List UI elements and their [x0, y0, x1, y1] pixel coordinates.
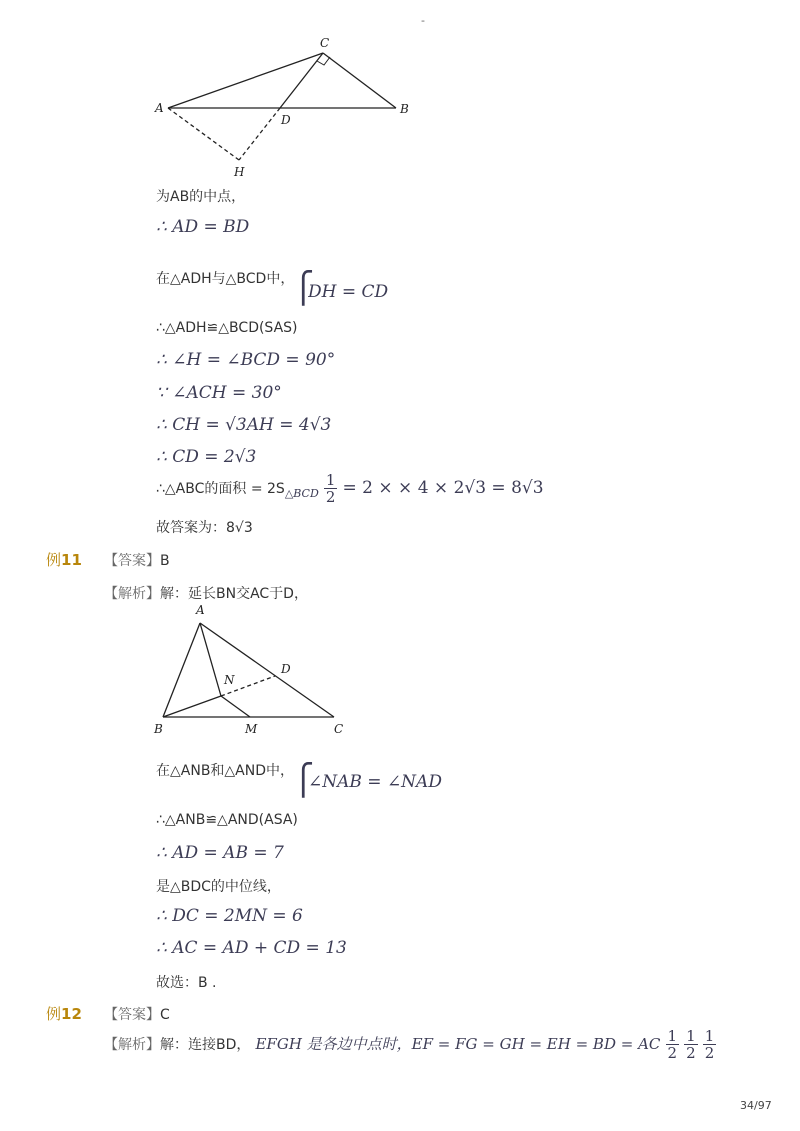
brace-left: ⎧ [292, 271, 315, 306]
line-dh-eq-cd: DH = CD [308, 282, 389, 302]
line-ac: ∴ AC = AD + CD = 13 [156, 938, 347, 958]
line-midline: 是△BDC的中位线， [156, 879, 281, 895]
line-in-triangles-2: 在△ANB和△AND中， [156, 763, 295, 779]
line-angle-ach: ∵ ∠ACH = 30° [156, 383, 282, 403]
label-A: A [155, 101, 164, 115]
label-A2: A [196, 603, 205, 617]
label-N: N [224, 673, 235, 687]
line-cd: ∴ CD = 2√3 [156, 447, 257, 467]
analysis-tag-12: 【解析】 [104, 1037, 160, 1053]
label-D2: D [281, 662, 291, 676]
triangle-figure-2 [150, 600, 350, 740]
analysis-tag-11: 【解析】解：延长BN交AC于D， [104, 586, 308, 602]
line-ad-eq-ab: ∴ AD = AB = 7 [156, 843, 284, 863]
page-number: 34/97 [740, 1099, 772, 1112]
area-result: = 2 × × 4 × 2√3 = 8√3 [342, 478, 544, 498]
line-ad-eq-bd: ∴ AD = BD [156, 217, 250, 237]
fraction-2: $\frac{1}{2}$ [686, 1027, 696, 1062]
area-text: ∴△ABC的面积 = 2S [156, 481, 285, 497]
label-B2: B [154, 722, 163, 736]
label-M: M [245, 722, 258, 736]
label-C: C [320, 36, 330, 50]
line-angle-h: ∴ ∠H = ∠BCD = 90° [156, 350, 336, 370]
analysis-12-math: EFGH 是各边中点时，EF = FG = GH = EH = BD = AC [255, 1035, 661, 1053]
line-answer-1: 故答案为：8√3 [156, 520, 253, 536]
line-midpoint: 为AB的中点， [156, 189, 246, 205]
line-ch: ∴ CH = √3AH = 4√3 [156, 415, 332, 435]
line-congruent-sas: ∴△ADH≌△BCD(SAS) [156, 320, 298, 336]
line-choice-b: 故选：B . [156, 975, 217, 991]
brace-left-2: ⎧ [292, 763, 315, 798]
example-12-label: 例12 [46, 1005, 82, 1023]
example-11-label: 例11 [46, 551, 82, 569]
line-area [156, 472, 544, 512]
fraction-1: $\frac{1}{2}$ [667, 1027, 678, 1062]
area-subscript: △BCD [284, 487, 319, 500]
answer-tag-11: 【答案】B [104, 553, 170, 569]
label-D: D [281, 113, 291, 127]
label-B: B [400, 102, 409, 116]
area-fraction: $\frac{1}{2}$ [325, 471, 336, 506]
header-mark: - [421, 14, 425, 27]
label-C2: C [334, 722, 344, 736]
line-angle-nab: ∠NAB = ∠NAD [308, 772, 442, 792]
triangle-figure-1 [150, 35, 420, 185]
label-H: H [234, 165, 245, 179]
analysis-12-text: 解：连接BD， [160, 1037, 251, 1053]
line-in-triangles: 在△ADH与△BCD中， [156, 271, 295, 287]
fraction-3: $\frac{1}{2}$ [704, 1027, 715, 1062]
analysis-12 [104, 1028, 716, 1068]
line-congruent-asa: ∴△ANB≌△AND(ASA) [156, 812, 298, 828]
answer-tag-12: 【答案】C [104, 1007, 170, 1023]
line-dc: ∴ DC = 2MN = 6 [156, 906, 303, 926]
